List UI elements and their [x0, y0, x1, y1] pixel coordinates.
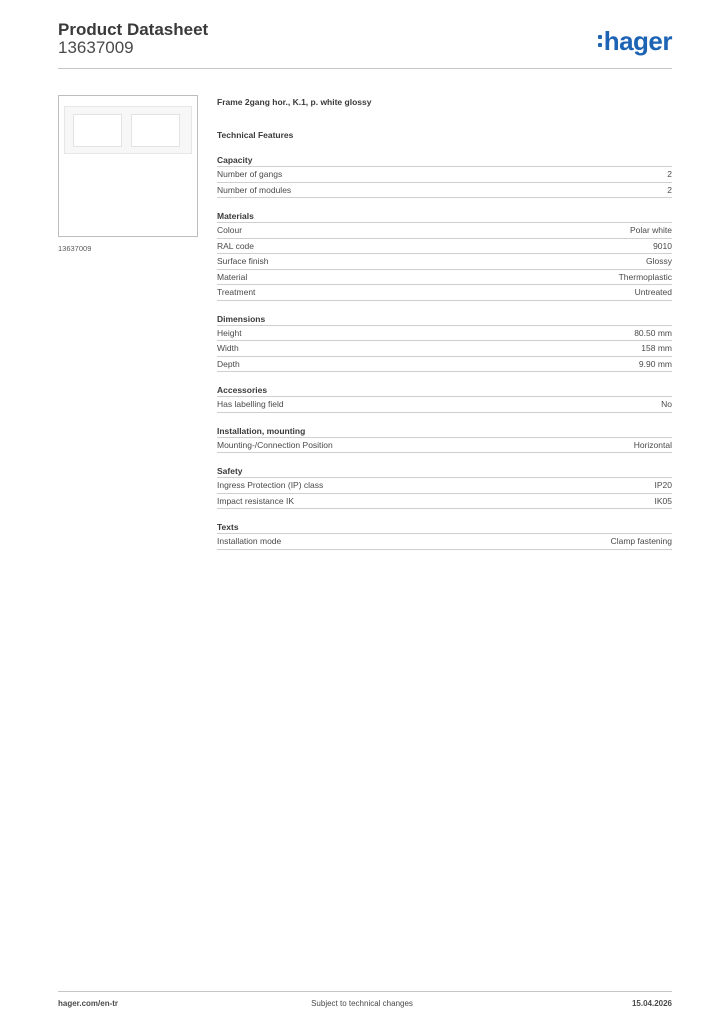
feature-row	[217, 478, 672, 494]
feature-value: 9010	[653, 240, 672, 251]
section-title: Materials	[217, 210, 672, 223]
feature-section	[217, 425, 672, 454]
frame-opening-right	[131, 114, 180, 147]
feature-value: 9.90 mm	[638, 358, 672, 369]
feature-section	[217, 465, 672, 509]
logo-wordmark: hager	[603, 26, 672, 56]
article-number: 13637009	[58, 38, 134, 57]
section-title: Safety	[217, 465, 672, 478]
footer-divider	[58, 991, 672, 992]
page-title: Product Datasheet	[58, 20, 209, 39]
product-name: Frame 2gang hor., K.1, p. white glossy	[217, 97, 372, 107]
feature-sections	[217, 154, 672, 550]
feature-value: Glossy	[646, 256, 672, 267]
footer-website: hager.com/en-tr	[58, 999, 119, 1008]
feature-row	[217, 397, 672, 413]
technical-content	[217, 95, 672, 550]
feature-label: RAL code	[217, 240, 255, 251]
feature-row	[217, 285, 672, 301]
feature-label: Impact resistance IK	[217, 495, 295, 506]
feature-section	[217, 313, 672, 373]
feature-value: IK05	[654, 495, 672, 506]
feature-value: Polar white	[629, 225, 672, 236]
feature-label: Ingress Protection (IP) class	[217, 480, 324, 491]
feature-value: 2	[667, 169, 672, 180]
footer-date: 15.04.2026	[631, 999, 672, 1008]
feature-value: Thermoplastic	[618, 271, 672, 282]
feature-value: No	[661, 399, 672, 410]
feature-label: Surface finish	[217, 256, 269, 267]
feature-row	[217, 494, 672, 510]
feature-row	[217, 254, 672, 270]
section-title: Capacity	[217, 154, 672, 167]
feature-row	[217, 534, 672, 550]
feature-value: Untreated	[634, 287, 672, 298]
feature-label: Colour	[217, 225, 243, 236]
feature-section	[217, 521, 672, 550]
section-title: Dimensions	[217, 313, 672, 326]
product-image	[58, 95, 198, 237]
feature-section	[217, 154, 672, 198]
feature-row	[217, 438, 672, 454]
feature-row	[217, 183, 672, 199]
feature-label: Treatment	[217, 287, 256, 298]
feature-label: Width	[217, 343, 239, 354]
feature-label: Has labelling field	[217, 399, 284, 410]
feature-value: IP20	[654, 480, 672, 491]
feature-label: Number of modules	[217, 184, 292, 195]
feature-row	[217, 270, 672, 286]
feature-label: Installation mode	[217, 536, 282, 547]
logo-dots-icon	[598, 35, 602, 47]
feature-label: Height	[217, 327, 242, 338]
product-image-caption: 13637009	[58, 244, 92, 253]
hager-logo	[598, 27, 672, 55]
feature-section	[217, 384, 672, 413]
frame-2gang-illustration	[64, 106, 192, 154]
feature-value: 158 mm	[641, 343, 672, 354]
feature-label: Mounting-/Connection Position	[217, 439, 333, 450]
feature-row	[217, 167, 672, 183]
feature-label: Material	[217, 271, 248, 282]
header-divider	[58, 68, 672, 69]
technical-features-title: Technical Features	[217, 130, 294, 140]
feature-label: Number of gangs	[217, 169, 283, 180]
section-title: Texts	[217, 521, 672, 534]
feature-label: Depth	[217, 358, 240, 369]
frame-opening-left	[73, 114, 122, 147]
feature-row	[217, 357, 672, 373]
feature-row	[217, 223, 672, 239]
feature-value: 2	[667, 184, 672, 195]
feature-row	[217, 239, 672, 255]
section-title: Installation, mounting	[217, 425, 672, 438]
feature-section	[217, 210, 672, 301]
feature-row	[217, 341, 672, 357]
feature-value: 80.50 mm	[634, 327, 672, 338]
feature-value: Clamp fastening	[610, 536, 672, 547]
feature-value: Horizontal	[633, 439, 672, 450]
footer-notice: Subject to technical changes	[311, 999, 413, 1008]
feature-row	[217, 326, 672, 342]
section-title: Accessories	[217, 384, 672, 397]
